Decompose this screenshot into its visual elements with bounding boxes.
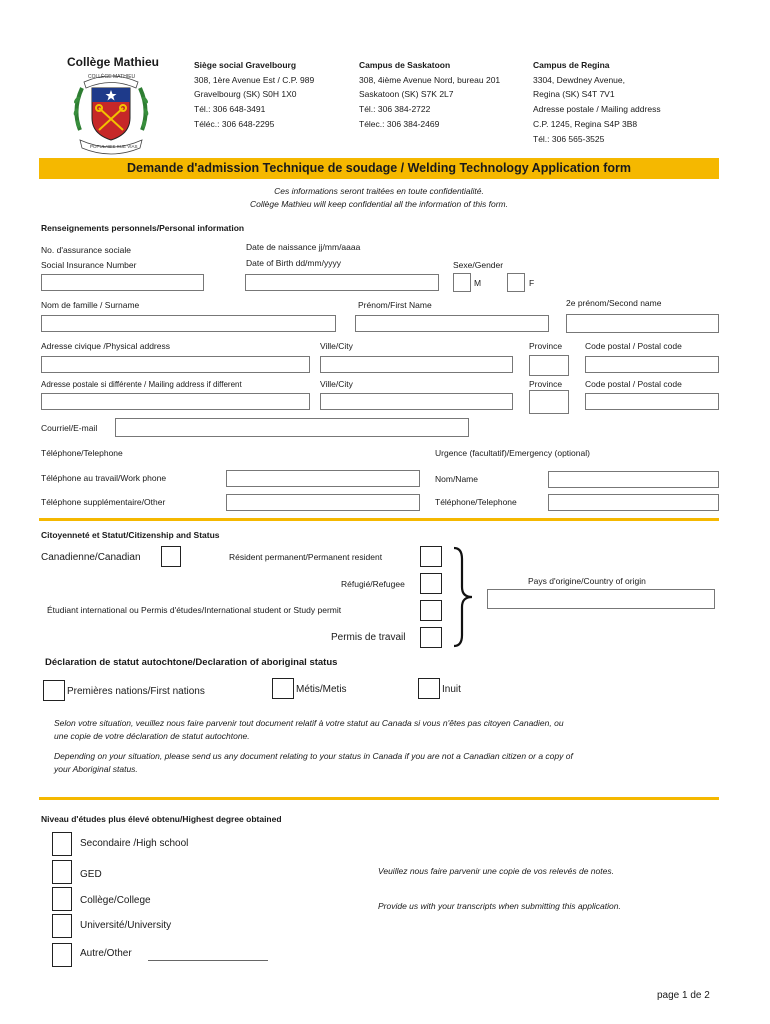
edu-other-line[interactable]: [148, 960, 268, 961]
header-col-line: Adresse postale / Mailing address: [533, 104, 661, 115]
city-field[interactable]: [320, 356, 513, 373]
edu-university-label: Université/University: [80, 920, 172, 931]
other-phone-label: Téléphone supplémentaire/Other: [41, 497, 166, 507]
transcript-note-en: Provide us with your transcripts when submitting this application.: [378, 901, 621, 911]
college-name: Collège Mathieu: [67, 55, 160, 69]
header-col-line: Saskatoon (SK) S7K 2L7: [359, 89, 454, 100]
gender-male-checkbox[interactable]: [453, 273, 471, 292]
brace-icon: [448, 545, 478, 649]
work-permit-checkbox[interactable]: [420, 627, 442, 648]
permanent-resident-label: Résident permanent/Permanent resident: [229, 552, 383, 562]
inuit-label: Inuit: [442, 684, 461, 695]
edu-other-checkbox[interactable]: [52, 943, 72, 967]
emergency-label: Urgence (facultatif)/Emergency (optional): [435, 448, 590, 458]
phone-label: Téléphone/Telephone: [41, 448, 123, 458]
refugee-label: Réfugié/Refugee: [341, 579, 405, 589]
province2-field[interactable]: [529, 390, 569, 414]
emergency-name-field[interactable]: [548, 471, 719, 488]
postal2-label: Code postal / Postal code: [585, 379, 682, 389]
edu-high-school-checkbox[interactable]: [52, 832, 72, 856]
international-checkbox[interactable]: [420, 600, 442, 621]
header-col-title: Campus de Regina: [533, 60, 610, 70]
edu-other-label: Autre/Other: [80, 948, 132, 959]
secondname-label: 2e prénom/Second name: [566, 298, 662, 308]
dob-field[interactable]: [245, 274, 439, 291]
postal-field[interactable]: [585, 356, 719, 373]
province-field[interactable]: [529, 355, 569, 376]
education-heading: Niveau d'études plus élevé obtenu/Highest degree obtained: [41, 814, 282, 824]
header-col-line: 308, 4ième Avenue Nord, bureau 201: [359, 74, 501, 85]
emergency-name-label: Nom/Name: [435, 474, 478, 484]
metis-checkbox[interactable]: [272, 678, 294, 699]
permanent-resident-checkbox[interactable]: [420, 546, 442, 567]
logo-ribbon-text: POPULABIS SUE VIAS: [90, 144, 138, 149]
header-col-line: 3304, Dewdney Avenue,: [533, 74, 625, 85]
header-col-gravelbourg: [194, 58, 314, 132]
logo-text-top: COLLÈGE MATHIEU: [88, 74, 136, 80]
section-divider: [39, 518, 719, 521]
header-col-line: Télec.: 306 384-2469: [359, 118, 440, 129]
firstname-field[interactable]: [355, 315, 549, 332]
other-phone-field[interactable]: [226, 494, 420, 511]
city2-label: Ville/City: [320, 379, 353, 389]
email-label: Courriel/E-mail: [41, 423, 98, 433]
header-col-title: Campus de Saskatoon: [359, 60, 451, 70]
province-label: Province: [529, 341, 563, 351]
province2-label: Province: [529, 379, 563, 389]
postal2-field[interactable]: [585, 393, 719, 410]
header-col-line: Téléc.: 306 648-2295: [194, 118, 275, 129]
header-col-line: Gravelbourg (SK) S0H 1X0: [194, 89, 297, 100]
page-number: page 1 de 2: [657, 990, 710, 1001]
aboriginal-heading: Déclaration de statut autochtone/Declaration of aboriginal status: [45, 657, 338, 668]
origin-label: Pays d'origine/Country of origin: [528, 576, 646, 586]
work-phone-field[interactable]: [226, 470, 420, 487]
section-divider: [39, 797, 719, 800]
header-col-regina: [533, 58, 661, 146]
confidential-fr: Ces informations seront traitées en toute confidentialité.: [274, 186, 484, 196]
confidential-en: Collège Mathieu will keep confidential all the information of this form.: [250, 199, 508, 209]
sin-label-en: Social Insurance Number: [41, 260, 137, 270]
address-field[interactable]: [41, 356, 310, 373]
firstname-label: Prénom/First Name: [358, 300, 432, 310]
gender-male-label: M: [474, 278, 482, 288]
secondname-field[interactable]: [566, 314, 719, 333]
international-label: Étudiant international ou Permis d'études/International student or Study permit: [47, 605, 342, 615]
city2-field[interactable]: [320, 393, 513, 410]
address-label: Adresse civique /Physical address: [41, 341, 170, 351]
metis-label: Métis/Metis: [296, 684, 347, 695]
sin-label-fr: No. d'assurance sociale: [41, 245, 131, 255]
citizenship-heading: Citoyenneté et Statut/Citizenship and Status: [41, 530, 220, 540]
surname-label: Nom de famille / Surname: [41, 300, 140, 310]
work-permit-label: Permis de travail: [331, 632, 406, 643]
header-col-saskatoon: [359, 58, 500, 132]
email-field[interactable]: [115, 418, 469, 437]
dob-label-en: Date of Birth dd/mm/yyyy: [246, 258, 341, 268]
aboriginal-note-en-2: your Aboriginal status.: [54, 764, 138, 774]
first-nations-checkbox[interactable]: [43, 680, 65, 701]
header-col-line: C.P. 1245, Regina S4P 3B8: [533, 118, 638, 129]
aboriginal-note-fr-2: une copie de votre déclaration de statut autochtone.: [54, 731, 250, 741]
canadian-label: Canadienne/Canadian: [41, 552, 141, 563]
sin-field[interactable]: [41, 274, 204, 291]
gender-label: Sexe/Gender: [453, 260, 504, 270]
edu-university-checkbox[interactable]: [52, 914, 72, 938]
edu-ged-checkbox[interactable]: [52, 860, 72, 884]
edu-college-label: Collège/College: [80, 895, 151, 906]
form-title: Demande d'admission Technique de soudage / Welding Technology Application form: [127, 161, 631, 175]
edu-college-checkbox[interactable]: [52, 887, 72, 911]
header-col-title: Siège social Gravelbourg: [194, 60, 297, 70]
origin-field[interactable]: [487, 589, 715, 609]
work-phone-label: Téléphone au travail/Work phone: [41, 473, 167, 483]
emergency-phone-field[interactable]: [548, 494, 719, 511]
canadian-checkbox[interactable]: [161, 546, 181, 567]
header-col-line: Tél.: 306 384-2722: [359, 104, 431, 115]
surname-field[interactable]: [41, 315, 336, 332]
edu-high-school-label: Secondaire /High school: [80, 838, 189, 849]
postal-label: Code postal / Postal code: [585, 341, 682, 351]
header-col-line: Tél.: 306 648-3491: [194, 104, 266, 115]
city-label: Ville/City: [320, 341, 353, 351]
gender-female-checkbox[interactable]: [507, 273, 525, 292]
college-crest-logo: [66, 70, 156, 160]
emergency-phone-label: Téléphone/Telephone: [435, 497, 517, 507]
first-nations-label: Premières nations/First nations: [67, 686, 205, 697]
aboriginal-note-fr-1: Selon votre situation, veuillez nous faire parvenir tout document relatif à votre statut au Canada si vous n'êtes pas citoyen Canadien, ou: [54, 718, 564, 728]
header-col-line: Tél.: 306 565-3525: [533, 133, 605, 144]
mail-address-label: Adresse postale si différente / Mailing address if different: [41, 380, 242, 389]
refugee-checkbox[interactable]: [420, 573, 442, 594]
header-col-line: 308, 1ère Avenue Est / C.P. 989: [194, 74, 315, 85]
gender-female-label: F: [529, 278, 535, 288]
personal-heading: Renseignements personnels/Personal information: [41, 223, 245, 233]
header-col-line: Regina (SK) S4T 7V1: [533, 89, 615, 100]
edu-ged-label: GED: [80, 869, 102, 880]
aboriginal-note-en-1: Depending on your situation, please send us any document relating to your status in Canada if you are not a Canadian citizen or a copy of: [54, 751, 573, 761]
transcript-note-fr: Veuillez nous faire parvenir une copie de vos relevés de notes.: [378, 866, 614, 876]
inuit-checkbox[interactable]: [418, 678, 440, 699]
dob-label-fr: Date de naissance jj/mm/aaaa: [246, 242, 361, 252]
mail-address-field[interactable]: [41, 393, 310, 410]
